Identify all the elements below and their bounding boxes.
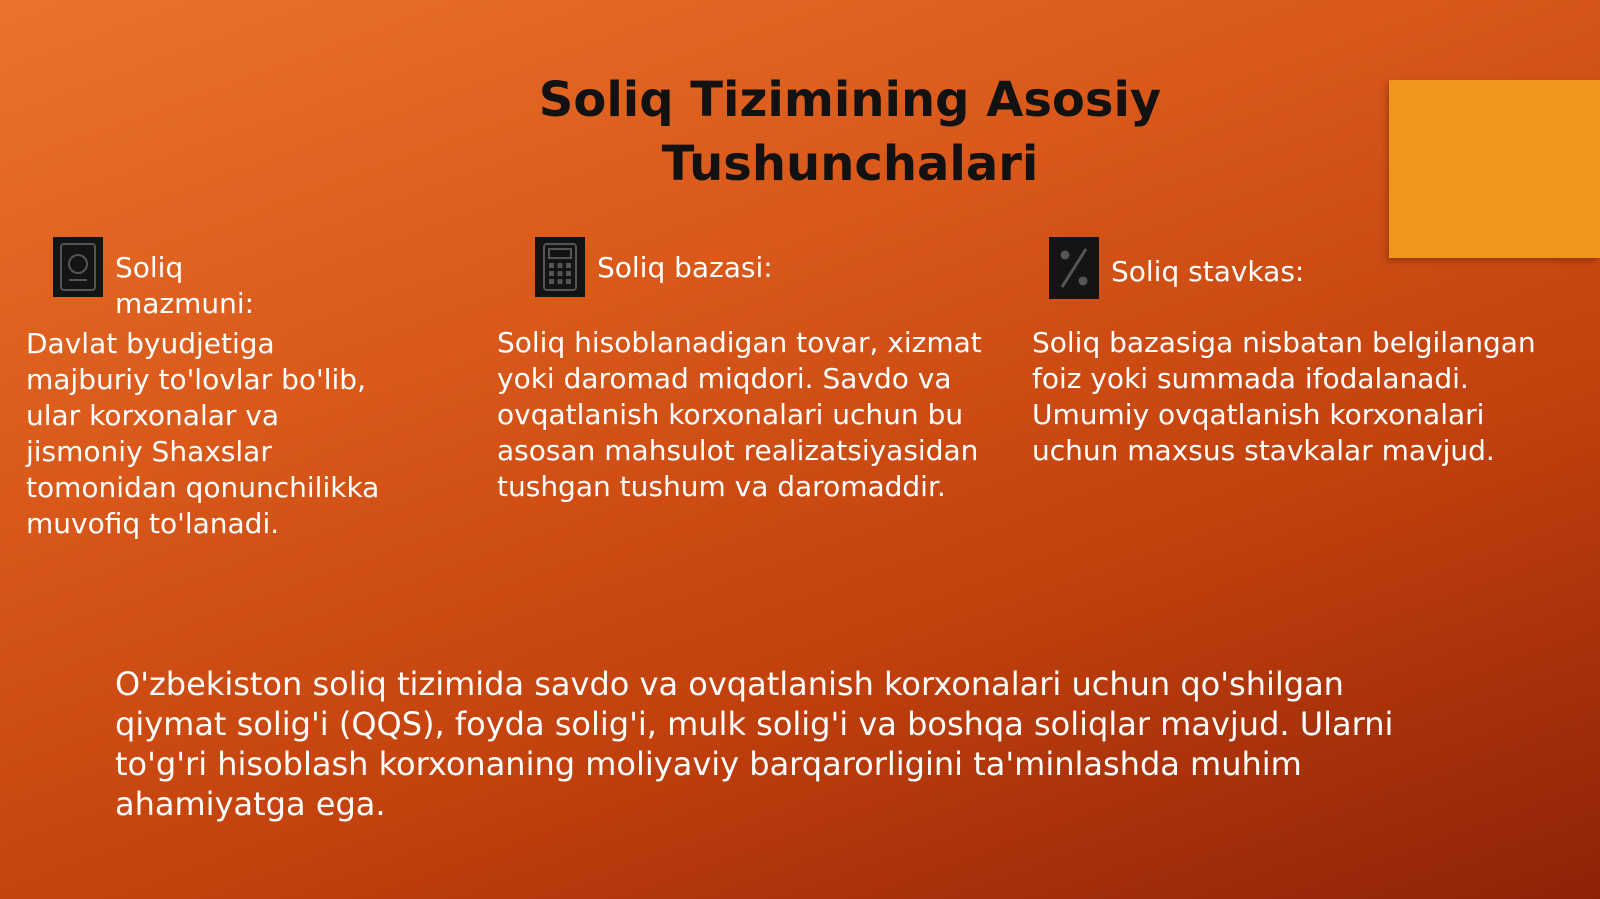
column-body-soliq-bazasi: Soliq hisoblanadigan tovar, xizmat yoki daromad miqdori. Savdo va ovqatlanish korxonalari uchun bu asosan mahsulot realizatsiyasidan tushgan tushum va daromaddir. <box>497 326 982 503</box>
column-heading-soliq-mazmuni: Soliq mazmuni: <box>115 251 255 320</box>
column-heading-soliq-stavkas: Soliq stavkas: <box>1111 255 1305 288</box>
accent-rectangle <box>1389 80 1600 258</box>
slide-title: Soliq Tizimining Asosiy Tushunchalari <box>538 72 1162 192</box>
column-body-soliq-stavkas: Soliq bazasiga nisbatan belgilangan foiz yoki summada ifodalanadi. Umumiy ovqatlanish korxonalari uchun maxsus stavkalar mavjud. <box>1032 326 1536 467</box>
calculator-icon <box>535 237 585 297</box>
footer-paragraph: O'zbekiston soliq tizimida savdo va ovqatlanish korxonalari uchun qo'shilgan qiymat solig'i (QQS), foyda solig'i, mulk solig'i va boshqa soliqlar mavjud. Ularni to'g'ri hisoblash korxonaning moliyaviy barqarorligini ta'minlashda muhim ahamiyatga ega. <box>115 665 1394 823</box>
column-body-soliq-mazmuni: Davlat byudjetiga majburiy to'lovlar bo'lib, ular korxonalar va jismoniy Shaxslar tomonidan qonunchilikka muvofiq to'lanadi. <box>26 327 380 540</box>
percent-icon <box>1049 237 1099 299</box>
column-heading-soliq-bazasi: Soliq bazasi: <box>597 251 773 284</box>
passport-icon <box>53 237 103 297</box>
